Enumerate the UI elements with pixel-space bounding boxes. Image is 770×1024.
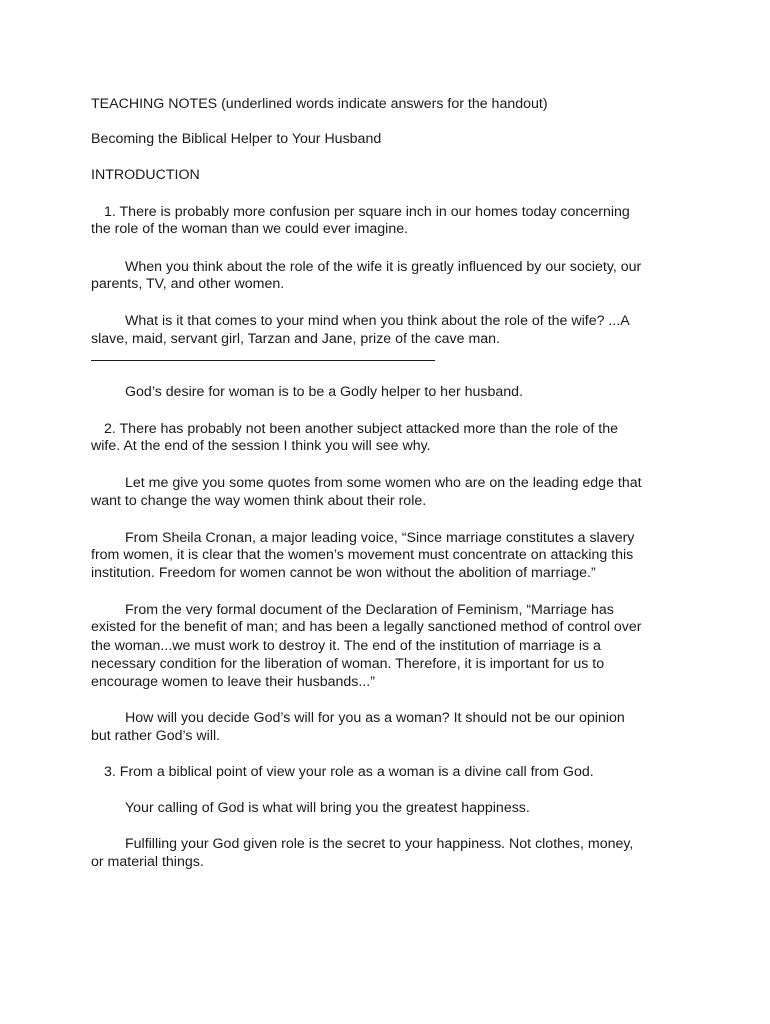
paragraph-line: 3. From a biblical point of view your role as a woman is a divine call from God. [104,764,594,780]
paragraph-line: Let me give you some quotes from some women who are on the leading edge that [125,475,642,491]
paragraph-line: From the very formal document of the Declaration of Feminism, “Marriage has [125,602,614,618]
blank-answer-line [91,360,435,361]
paragraph-line: 1. There is probably more confusion per square inch in our homes today concerning [104,204,630,220]
paragraph-line: What is it that comes to your mind when you think about the role of the wife? ...A [125,313,630,329]
paragraph-line: existed for the benefit of man; and has been a legally sanctioned method of control over [91,619,642,635]
paragraph-line: When you think about the role of the wife it is greatly influenced by our society, our [125,259,642,275]
paragraph-line: institution. Freedom for women cannot be won without the abolition of marriage.” [91,565,596,581]
paragraph-line: God’s desire for woman is to be a Godly helper to her husband. [125,384,524,400]
paragraph-line: want to change the way women think about their role. [91,493,427,509]
paragraph-line: 2. There has probably not been another subject attacked more than the role of the [104,421,618,437]
paragraph-line: How will you decide God’s will for you as a woman? It should not be our opinion [125,710,625,726]
paragraph-line: wife. At the end of the session I think you will see why. [91,438,431,454]
paragraph-line: slave, maid, servant girl, Tarzan and Jane, prize of the cave man. [91,331,501,347]
paragraph-line: Fulfilling your God given role is the secret to your happiness. Not clothes, money, [125,836,634,852]
paragraph-line: parents, TV, and other women. [91,276,285,292]
paragraph-line: Your calling of God is what will bring you the greatest happiness. [125,800,530,816]
document-title: Becoming the Biblical Helper to Your Husband [91,131,382,147]
paragraph-line: the woman...we must work to destroy it. The end of the institution of marriage is a [91,638,601,654]
paragraph-line: From Sheila Cronan, a major leading voice, “Since marriage constitutes a slavery [125,530,635,546]
paragraph-line: from women, it is clear that the women’s movement must concentrate on attacking this [91,547,634,563]
teaching-notes-heading: TEACHING NOTES (underlined words indicate answers for the handout) [91,96,548,112]
paragraph-line: but rather God’s will. [91,728,221,744]
paragraph-line: the role of the woman than we could ever imagine. [91,221,409,237]
paragraph-line: or material things. [91,854,204,870]
paragraph-line: encourage women to leave their husbands...” [91,674,375,690]
paragraph-line: necessary condition for the liberation of woman. Therefore, it is important for us to [91,656,605,672]
section-heading: INTRODUCTION [91,167,200,183]
